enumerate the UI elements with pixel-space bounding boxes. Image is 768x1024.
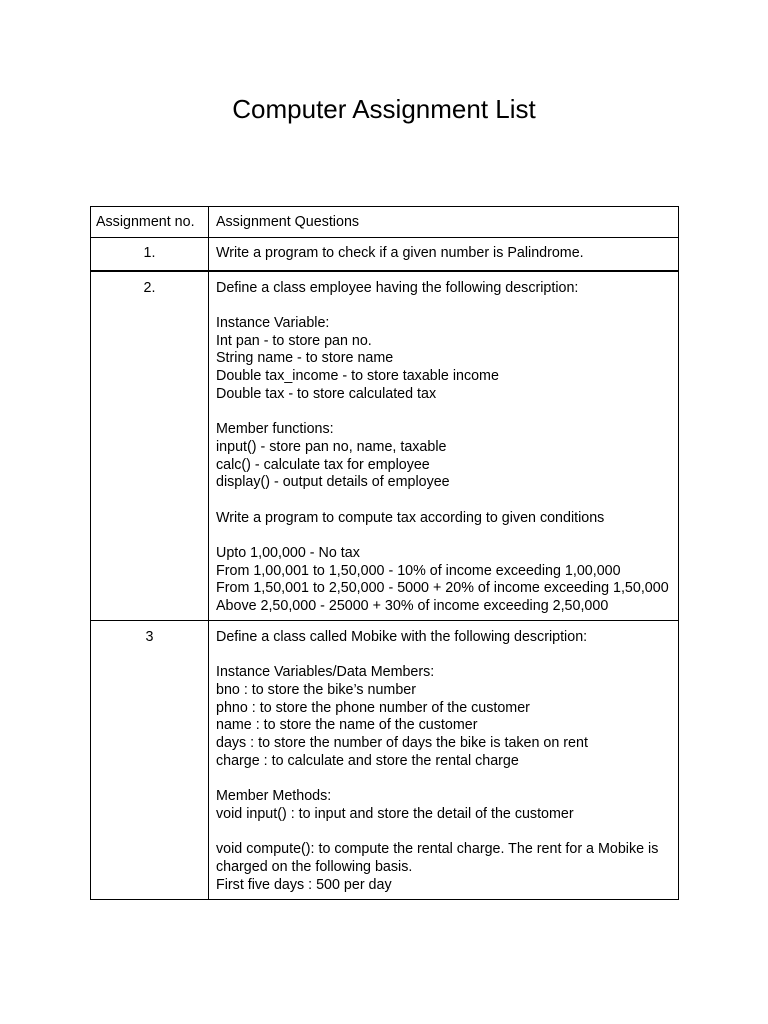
question-line: phno : to store the phone number of the customer — [216, 699, 530, 716]
question-line: From 1,00,001 to 1,50,000 - 10% of income exceeding 1,00,000 — [216, 562, 621, 579]
question-line: Write a program to compute tax according to given conditions — [216, 509, 605, 526]
question-line: Member Methods: — [216, 788, 332, 805]
blank-line — [216, 297, 672, 315]
question-line: Write a program to check if a given number is Palindrome. — [216, 245, 584, 261]
question-line: Above 2,50,000 - 25000 + 30% of income exceeding 2,50,000 — [216, 598, 609, 615]
assignment-number: 3 — [91, 620, 209, 900]
question-line: Double tax - to store calculated tax — [216, 385, 437, 402]
header-assignment-questions: Assignment Questions — [209, 207, 679, 238]
table-row — [91, 238, 679, 271]
question-line: Member functions: — [216, 421, 334, 438]
question-line: calc() - calculate tax for employee — [216, 456, 430, 473]
assignment-question — [209, 238, 679, 271]
question-line: days : to store the number of days the bike is taken on rent — [216, 735, 588, 751]
question-line: Define a class called Mobike with the following description: — [216, 628, 588, 645]
header-assignment-no: Assignment no. — [91, 207, 209, 238]
question-line: Instance Variable: — [216, 314, 330, 331]
table-row — [91, 620, 679, 900]
question-line: String name - to store name — [216, 350, 394, 367]
question-line: void compute(): to compute the rental charge. The rent for a Mobike is charged on the following basis. — [216, 841, 659, 875]
table-header-row — [91, 207, 679, 238]
assignment-table — [90, 206, 679, 900]
question-line: charge : to calculate and store the rental charge — [216, 752, 519, 769]
assignment-number: 2. — [91, 271, 209, 621]
question-line: Instance Variables/Data Members: — [216, 664, 435, 681]
table-row — [91, 271, 679, 621]
question-line: display() - output details of employee — [216, 474, 450, 491]
page-title: Computer Assignment List — [232, 94, 536, 124]
question-line: name : to store the name of the customer — [216, 717, 478, 734]
question-line: Define a class employee having the following description: — [216, 279, 579, 296]
blank-line — [216, 403, 672, 421]
blank-line — [216, 824, 672, 842]
question-line: Int pan - to store pan no. — [216, 332, 372, 349]
assignment-number: 1. — [91, 238, 209, 271]
question-line: From 1,50,001 to 2,50,000 - 5000 + 20% of income exceeding 1,50,000 — [216, 580, 669, 597]
blank-line — [216, 492, 672, 510]
blank-line — [216, 527, 672, 545]
assignment-question — [209, 271, 679, 621]
blank-line — [216, 770, 672, 788]
question-line: Double tax_income - to store taxable income — [216, 368, 499, 384]
question-line: Upto 1,00,000 - No tax — [216, 544, 360, 561]
question-line: bno : to store the bike’s number — [216, 681, 417, 698]
question-line: input() - store pan no, name, taxable — [216, 438, 447, 455]
question-line: First five days : 500 per day — [216, 876, 392, 893]
blank-line — [216, 647, 672, 665]
question-line: void input() : to input and store the detail of the customer — [216, 805, 574, 822]
assignment-question — [209, 620, 679, 900]
